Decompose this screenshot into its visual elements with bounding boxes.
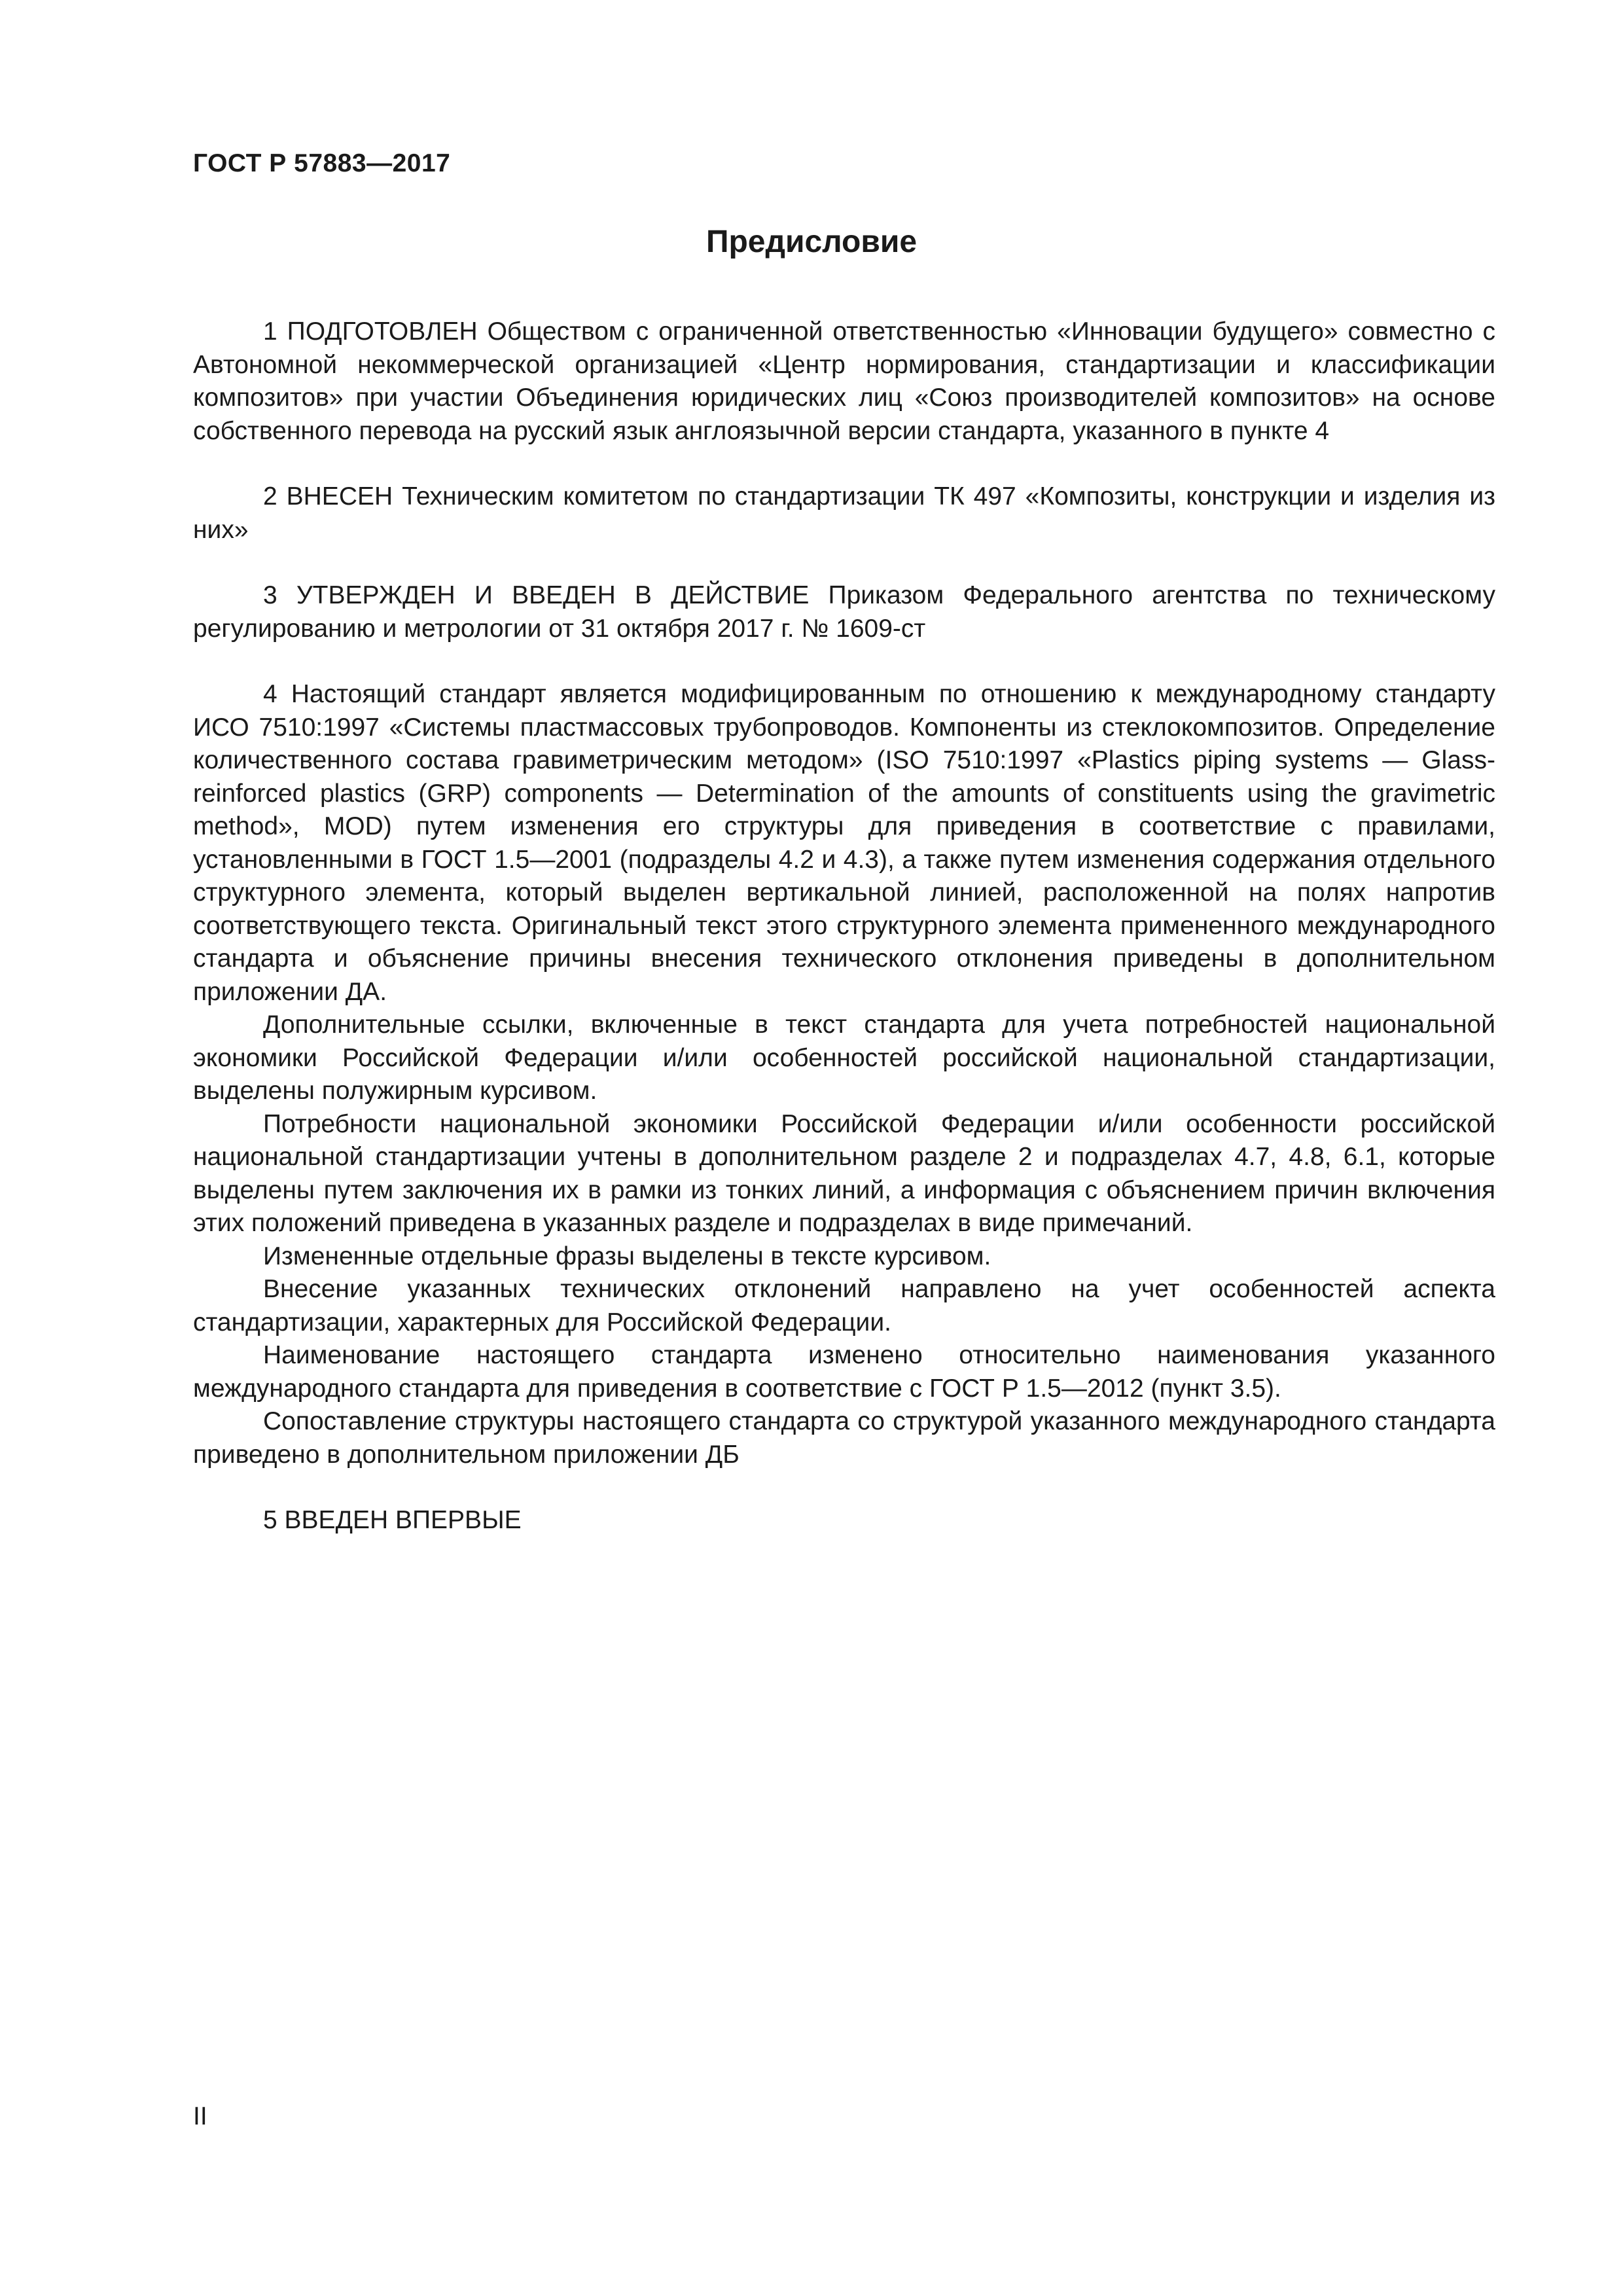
paragraph-5-first-introduced: 5 ВВЕДЕН ВПЕРВЫЕ bbox=[263, 1506, 522, 1534]
paragraph-4-national-needs: Потребности национальной экономики Российской Федерации и/или особенности российской национальной стандартизации учтены в дополнительном разделе 2 и подразделах 4.7, 4.8, 6.1, которые выделены путем заключения их в рамки из тонких линий, а информация с объяснением причин включения этих положений приведена в указанных разделе и подразделах в виде примечаний. bbox=[193, 1109, 1495, 1237]
paragraph-4-deviations: Внесение указанных технических отклонений направлено на учет особенностей аспекта стандартизации, характерных для Российской Федерации. bbox=[193, 1275, 1495, 1336]
paragraph-3-approved: 3 УТВЕРЖДЕН И ВВЕДЕН В ДЕЙСТВИЕ Приказом Федерального агентства по техническому регулированию и метрологии от 31 октября 2017 г. № 1609-ст bbox=[193, 581, 1495, 643]
foreword-body bbox=[193, 315, 1495, 1537]
paragraph-4-changed-phrases: Измененные отдельные фразы выделены в тексте курсивом. bbox=[263, 1242, 991, 1270]
paragraph-4-modified-standard: 4 Настоящий стандарт является модифицированным по отношению к международному стандарту ИСО 7510:1997 «Системы пластмассовых трубопроводов. Компоненты из стеклокомпозитов. Определение количественного состава гравиметрическим методом» (ISO 7510:1997 «Plastics piping systems — Glass-reinforced plastics (GRP) components — Determination of the amounts of constituents using the gravimetric method», MOD) путем изменения его структуры для приведения в соответствие с правилами, установленными в ГОСТ 1.5—2001 (подразделы 4.2 и 4.3), а также путем изменения содержания отдельного структурного элемента, который выделен вертикальной линией, расположенной на полях напротив соответствующего текста. Оригинальный текст этого структурного элемента примененного международного стандарта и объяснение причины внесения технического отклонения приведены в дополнительном приложении ДА. bbox=[193, 680, 1495, 1006]
paragraph-2-introduced: 2 ВНЕСЕН Техническим комитетом по стандартизации ТК 497 «Композиты, конструкции и изделия из них» bbox=[193, 482, 1495, 544]
paragraph-4-additional-references: Дополнительные ссылки, включенные в текст стандарта для учета потребностей национальной экономики Российской Федерации и/или особенностей российской национальной стандартизации, выделены полужирным курсивом. bbox=[193, 1011, 1495, 1105]
document-code: ГОСТ Р 57883—2017 bbox=[193, 149, 451, 177]
page-title: Предисловие bbox=[705, 224, 918, 259]
paragraph-4-title-change: Наименование настоящего стандарта изменено относительно наименования указанного международного стандарта для приведения в соответствие с ГОСТ Р 1.5—2012 (пункт 3.5). bbox=[193, 1341, 1495, 1403]
paragraph-4-structure-comparison: Сопоставление структуры настоящего стандарта со структурой указанного международного стандарта приведено в дополнительном приложении ДБ bbox=[193, 1407, 1495, 1469]
page-number: II bbox=[193, 2102, 207, 2130]
paragraph-1-prepared: 1 ПОДГОТОВЛЕН Обществом с ограниченной ответственностью «Инновации будущего» совместно с Автономной некоммерческой организацией «Центр нормирования, стандартизации и классификации композитов» при участии Объединения юридических лиц «Союз производителей композитов» на основе собственного перевода на русский язык англоязычной версии стандарта, указанного в пункте 4 bbox=[193, 317, 1495, 445]
